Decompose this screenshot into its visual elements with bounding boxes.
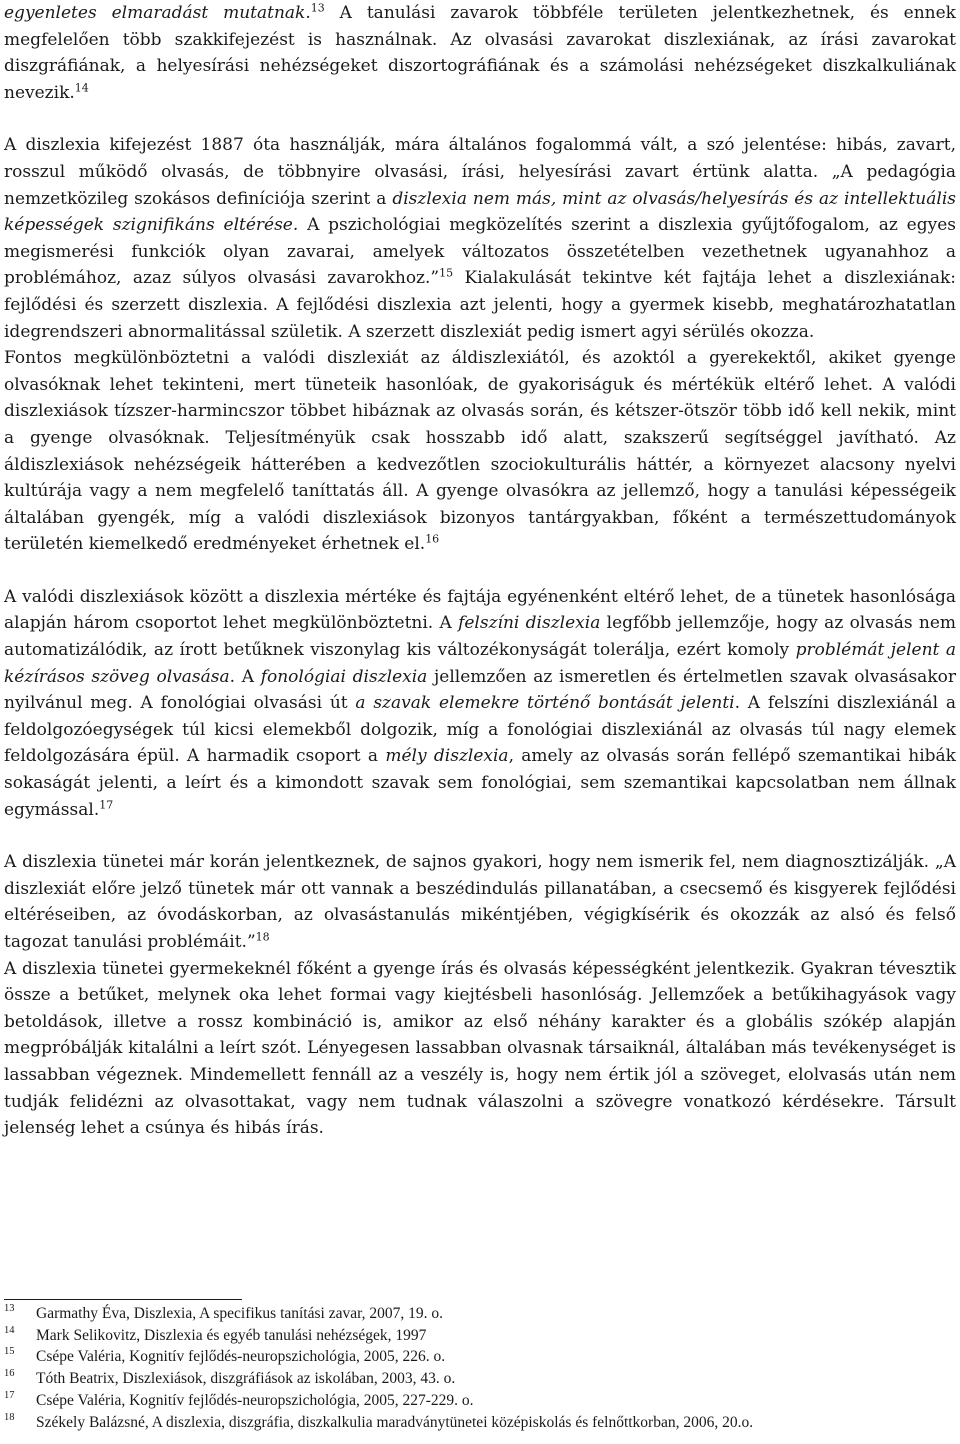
text: A diszlexia tünetei gyermekeknél főként a gyenge írás és olvasás képességként jelentkezik. Gyakran tévesztik össze a betűket, melynek oka lehet formai vagy kiejtésbeli hasonlóság. Jellemzőek a betűkihagyások vagy betoldások, illetve a rossz kombináció is, amikor az első néhány karakter és a globális szókép alapján megpróbálják kitalálni a leírt szót. Lényegesen lassabban olvasnak társaiknál, általában más tevékenységet is lassabban végeznek. Mindemellett fennáll az a veszély is, hogy nem értik jól a szöveget, elolvasás után nem tudják felidézni az olvasottakat, vagy nem tudnak válaszolni a szövegre vonatkozó kérdésekre. Társult jelenség lehet a csúnya és hibás írás. (4, 958, 956, 1139)
paragraph-1 (4, 0, 956, 106)
text: . A (229, 666, 261, 687)
text: A tanulási zavarok többféle területen jelentkezhetnek, és ennek megfelelően több szakkifejezést is használnak. Az olvasási zavarokat diszlexiának, az írási zavarokat diszgráfiának, a helyesírási nehézségeket diszortográfiának és a számolási nehézségeket diszkalkuliának nevezik. (4, 3, 956, 103)
footnote-number: 15 (4, 1346, 15, 1358)
text: legfőbb jellemzője, hogy az olvasás nem automatizálódik, az írott betűknek viszonylag kis változékonyságát tolerálja, ezért komoly (4, 613, 956, 661)
paragraph-6 (4, 956, 956, 1142)
footnote-number: 18 (4, 1411, 15, 1423)
footnote-number: 17 (4, 1389, 15, 1401)
footnote-text: Csépe Valéria, Kognitív fejlődés-neuropszichológia, 2005, 227-229. o. (36, 1391, 474, 1409)
footnote-item (4, 1368, 956, 1390)
paragraph-3 (4, 345, 956, 558)
footnote-ref[interactable]: 17 (99, 797, 114, 811)
footnote-item (4, 1390, 956, 1412)
footnote-number: 14 (4, 1324, 15, 1336)
footnote-item (4, 1412, 956, 1434)
text: , amely az olvasás során fellépő szemantikai hibák sokaságát jelenti, a leírt és a kimondott szavak sem fonológiai, sem szemantikai kapcsolatban nem állnak egymással. (4, 746, 956, 820)
text-italic: problémát jelent a kézírásos szöveg olvasása (4, 640, 956, 687)
footnote-ref[interactable]: 15 (439, 266, 454, 280)
footnote-ref[interactable]: 16 (425, 532, 440, 546)
footnote-item (4, 1325, 956, 1347)
text: A diszlexia tünetei már korán jelentkeznek, de sajnos gyakori, hogy nem ismerik fel, nem diagnosztizálják. „A diszlexiát előre jelző tünetek már ott vannak a beszédindulás pillanatában, a csecsemő és kisgyerek fejlődési eltéréseiben, az óvodáskorban, az olvasástanulás mikéntjében, végigkísérik és okozzák az alsó és felső tagozat tanulási problémáit.” (4, 852, 956, 952)
footnote-ref[interactable]: 18 (255, 930, 270, 944)
footnote-number: 13 (4, 1303, 15, 1314)
document-body (4, 0, 956, 1142)
text-italic: fonológiai diszlexia (260, 666, 428, 687)
text: A pszichológiai megközelítés szerint a diszlexia gyűjtőfogalom, az egyes megismerési funkciók olyan zavarai, amelyek változatos összetételben vezethetnek ugyanahhoz a problémához, azaz súlyos olvasási zavarokhoz.” (4, 215, 956, 289)
footnote-ref[interactable]: 14 (74, 81, 89, 95)
footnote-item (4, 1346, 956, 1368)
footnote-ref[interactable]: 13 (310, 1, 325, 15)
footnote-item (4, 1303, 956, 1325)
paragraph-4 (4, 584, 956, 823)
text-italic: a szavak elemekre történő bontását jelenti (355, 693, 735, 714)
text-italic: egyenletes elmaradást mutatnak. (4, 3, 311, 23)
footnote-number: 16 (4, 1368, 15, 1380)
text: A valódi diszlexiások között a diszlexia mértéke és fajtája egyénenként eltérő lehet, de a tünetek hasonlósága alapján három csoportot lehet megkülönböztetni. A (4, 586, 956, 634)
footnote-text: Garmathy Éva, Diszlexia, A specifikus tanítási zavar, 2007, 19. o. (36, 1305, 444, 1322)
paragraph-5 (4, 849, 956, 955)
text: jellemzően az ismeretlen és értelmetlen szavak olvasásakor nyilvánul meg. A fonológiai olvasási út (4, 666, 956, 714)
text-italic: mély diszlexia (385, 746, 509, 767)
text: A diszlexia kifejezést 1887 óta használják, mára általános fogalommá vált, a szó jelentése: hibás, zavart, rosszul működő olvasás, de többnyire olvasási, írási, helyesírási zavart értünk alatta. „A pedagógia nemzetközileg szokásos definíciója szerint a (4, 135, 956, 209)
text-italic: felszíni diszlexia (458, 613, 601, 634)
footnote-text: Mark Selikovitz, Diszlexia és egyéb tanulási nehézségek, 1997 (36, 1326, 427, 1344)
paragraph-2 (4, 132, 956, 345)
text-italic: diszlexia nem más, mint az olvasás/helyesírás és az intellektuális képességek szignifikáns eltérése. (4, 188, 956, 236)
footnote-text: Székely Balázsné, A diszlexia, diszgráfia, diszkalkulia maradványtünetei középiskolás és felnőttkorban, 2006, 20.o. (36, 1413, 754, 1431)
footnote-separator (4, 1299, 242, 1300)
footnotes (4, 1303, 956, 1433)
footnote-text: Csépe Valéria, Kognitív fejlődés-neuropszichológia, 2005, 226. o. (36, 1348, 446, 1366)
footnote-text: Tóth Beatrix, Diszlexiások, diszgráfiások az iskolában, 2003, 43. o. (36, 1370, 456, 1388)
text: Kialakulását tekintve két fajtája lehet a diszlexiának: fejlődési és szerzett diszlexia. A fejlődési diszlexia azt jelenti, hogy a gyermek kisebb, meghatározhatatlan idegrendszeri abnormalitással születik. A szerzett diszlexiát pedig ismert agyi sérülés okozza. (4, 268, 956, 342)
text: . A felszíni diszlexiánál a feldolgozóegységek túl kicsi elemekből dolgozik, míg a fonológiai diszlexiánál az olvasás túl nagy elemek feldolgozására épül. A harmadik csoport a (4, 693, 957, 767)
text: Fontos megkülönböztetni a valódi diszlexiát az áldiszlexiától, és azoktól a gyerekektől, akiket gyenge olvasóknak lehet tekinteni, mert tüneteik hasonlóak, de gyakoriságuk és mértékük eltérő lehet. A valódi diszlexiások tízszer-harmincszor többet hibáznak az olvasás során, és kétszer-ötször több idő kell nekik, mint a gyenge olvasóknak. Teljesítményük csak hosszabb idő alatt, szakszerű segítséggel javítható. Az áldiszlexiások nehézségeik hátterében a kedvezőtlen szociokulturális háttér, a környezet alacsony nyelvi kultúrája vagy a nem megfelelő taníttatás áll. A gyenge olvasókra az jellemző, hogy a tanulási képességeik általában gyengék, míg a valódi diszlexiások bizonyos tantárgyakban, főként a természettudományok területén kiemelkedő eredményeket érhetnek el. (4, 348, 956, 555)
